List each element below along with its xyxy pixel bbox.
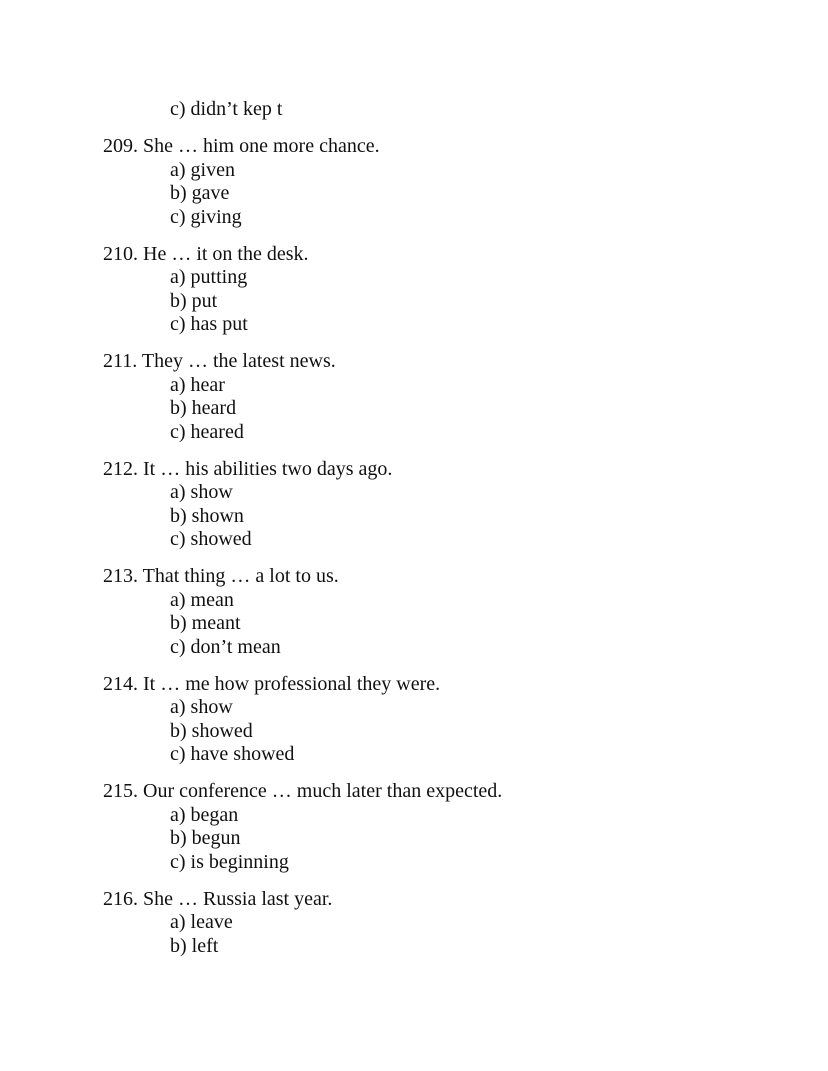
answer-option: c) don’t mean xyxy=(170,635,281,658)
answer-option: a) hear xyxy=(170,373,225,396)
answer-option: b) heard xyxy=(170,397,237,419)
question-block xyxy=(0,350,828,444)
answer-option: a) began xyxy=(170,803,239,826)
answer-option: c) has put xyxy=(170,313,248,335)
question-text: 214. It … me how professional they were. xyxy=(103,672,441,695)
document-page xyxy=(0,98,828,958)
answer-option: c) giving xyxy=(170,205,242,228)
question-text: 213. That thing … a lot to us. xyxy=(103,565,339,587)
question-block xyxy=(0,243,828,337)
answer-option: c) showed xyxy=(170,528,252,550)
question-block xyxy=(0,135,828,229)
question-text: 212. It … his abilities two days ago. xyxy=(103,457,393,480)
carryover-option: c) didn’t kep t xyxy=(170,98,283,120)
question-text: 216. She … Russia last year. xyxy=(103,887,333,910)
question-block xyxy=(0,565,828,659)
answer-option: c) heared xyxy=(170,420,244,443)
answer-option: a) putting xyxy=(170,266,248,288)
question-text: 210. He … it on the desk. xyxy=(103,242,309,265)
answer-option: a) given xyxy=(170,158,235,181)
question-text: 215. Our conference … much later than expected. xyxy=(103,780,503,802)
answer-option: b) put xyxy=(170,289,218,312)
answer-option: b) showed xyxy=(170,719,253,742)
answer-option: a) leave xyxy=(170,911,233,933)
answer-option: b) left xyxy=(170,934,219,957)
question-block xyxy=(0,888,828,959)
question-block xyxy=(0,780,828,874)
answer-option: b) shown xyxy=(170,504,244,527)
answer-option: b) gave xyxy=(170,182,230,204)
question-list xyxy=(0,135,828,958)
answer-option: c) have showed xyxy=(170,743,295,765)
answer-option: a) show xyxy=(170,696,233,718)
answer-option: b) meant xyxy=(170,612,241,634)
answer-option: a) show xyxy=(170,481,233,503)
question-block xyxy=(0,673,828,767)
question-block xyxy=(0,458,828,552)
answer-option: a) mean xyxy=(170,588,234,611)
question-text: 211. They … the latest news. xyxy=(103,350,336,372)
answer-option: b) begun xyxy=(170,827,241,849)
answer-option: c) is beginning xyxy=(170,850,289,873)
question-text: 209. She … him one more chance. xyxy=(103,135,380,157)
